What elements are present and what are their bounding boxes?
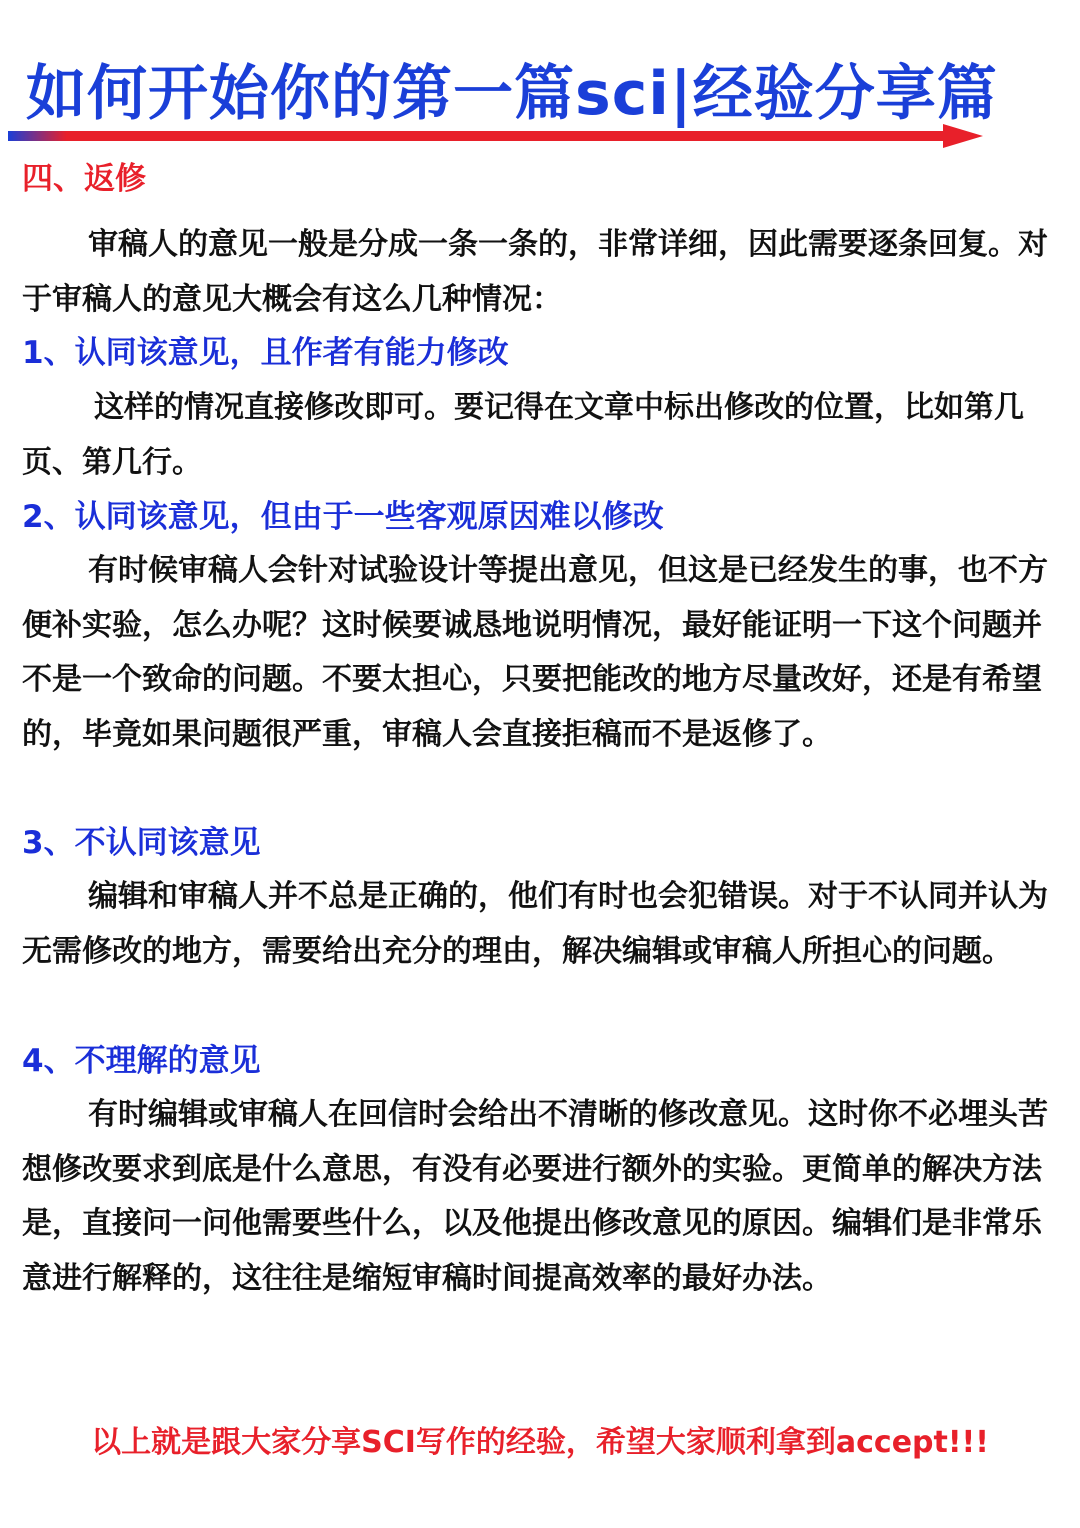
- item-3-heading: 3、不认同该意见: [22, 825, 261, 861]
- item-3-body: 编辑和审稿人并不总是正确的，他们有时也会犯错误。对于不认同并认为无需修改的地方，需要给出充分的理由，解决编辑或审稿人所担心的问题。: [22, 879, 1048, 969]
- item-2-body: 有时候审稿人会针对试验设计等提出意见，但这是已经发生的事，也不方便补实验，怎么办呢？这时候要诚恳地说明情况，最好能证明一下这个问题并不是一个致命的问题。不要太担心，只要把能改的地方尽量改好，还是有希望的，毕竟如果问题很严重，审稿人会直接拒稿而不是返修了。: [22, 553, 1048, 752]
- item-1-heading: 1、认同该意见，且作者有能力修改: [22, 335, 509, 371]
- title-underline-arrow: [8, 124, 983, 148]
- page-title: 如何开始你的第一篇sci|经验分享篇: [26, 59, 998, 129]
- item-4-heading: 4、不理解的意见: [22, 1043, 261, 1079]
- item-4-body: 有时编辑或审稿人在回信时会给出不清晰的修改意见。这时你不必埋头苦想修改要求到底是什么意思，有没有必要进行额外的实验。更简单的解决方法是，直接问一问他需要些什么，以及他提出修改意见的原因。编辑们是非常乐意进行解释的，这往往是缩短审稿时间提高效率的最好办法。: [22, 1097, 1048, 1296]
- section-heading: 四、返修: [22, 161, 146, 197]
- item-2-heading: 2、认同该意见，但由于一些客观原因难以修改: [22, 499, 664, 535]
- closing-note: 以上就是跟大家分享SCI写作的经验，希望大家顺利拿到accept!!!: [91, 1425, 989, 1460]
- item-1-body: 这样的情况直接修改即可。要记得在文章中标出修改的位置，比如第几页、第几行。: [22, 390, 1024, 480]
- section-intro: 审稿人的意见一般是分成一条一条的，非常详细，因此需要逐条回复。对于审稿人的意见大概会有这么几种情况：: [22, 227, 1048, 317]
